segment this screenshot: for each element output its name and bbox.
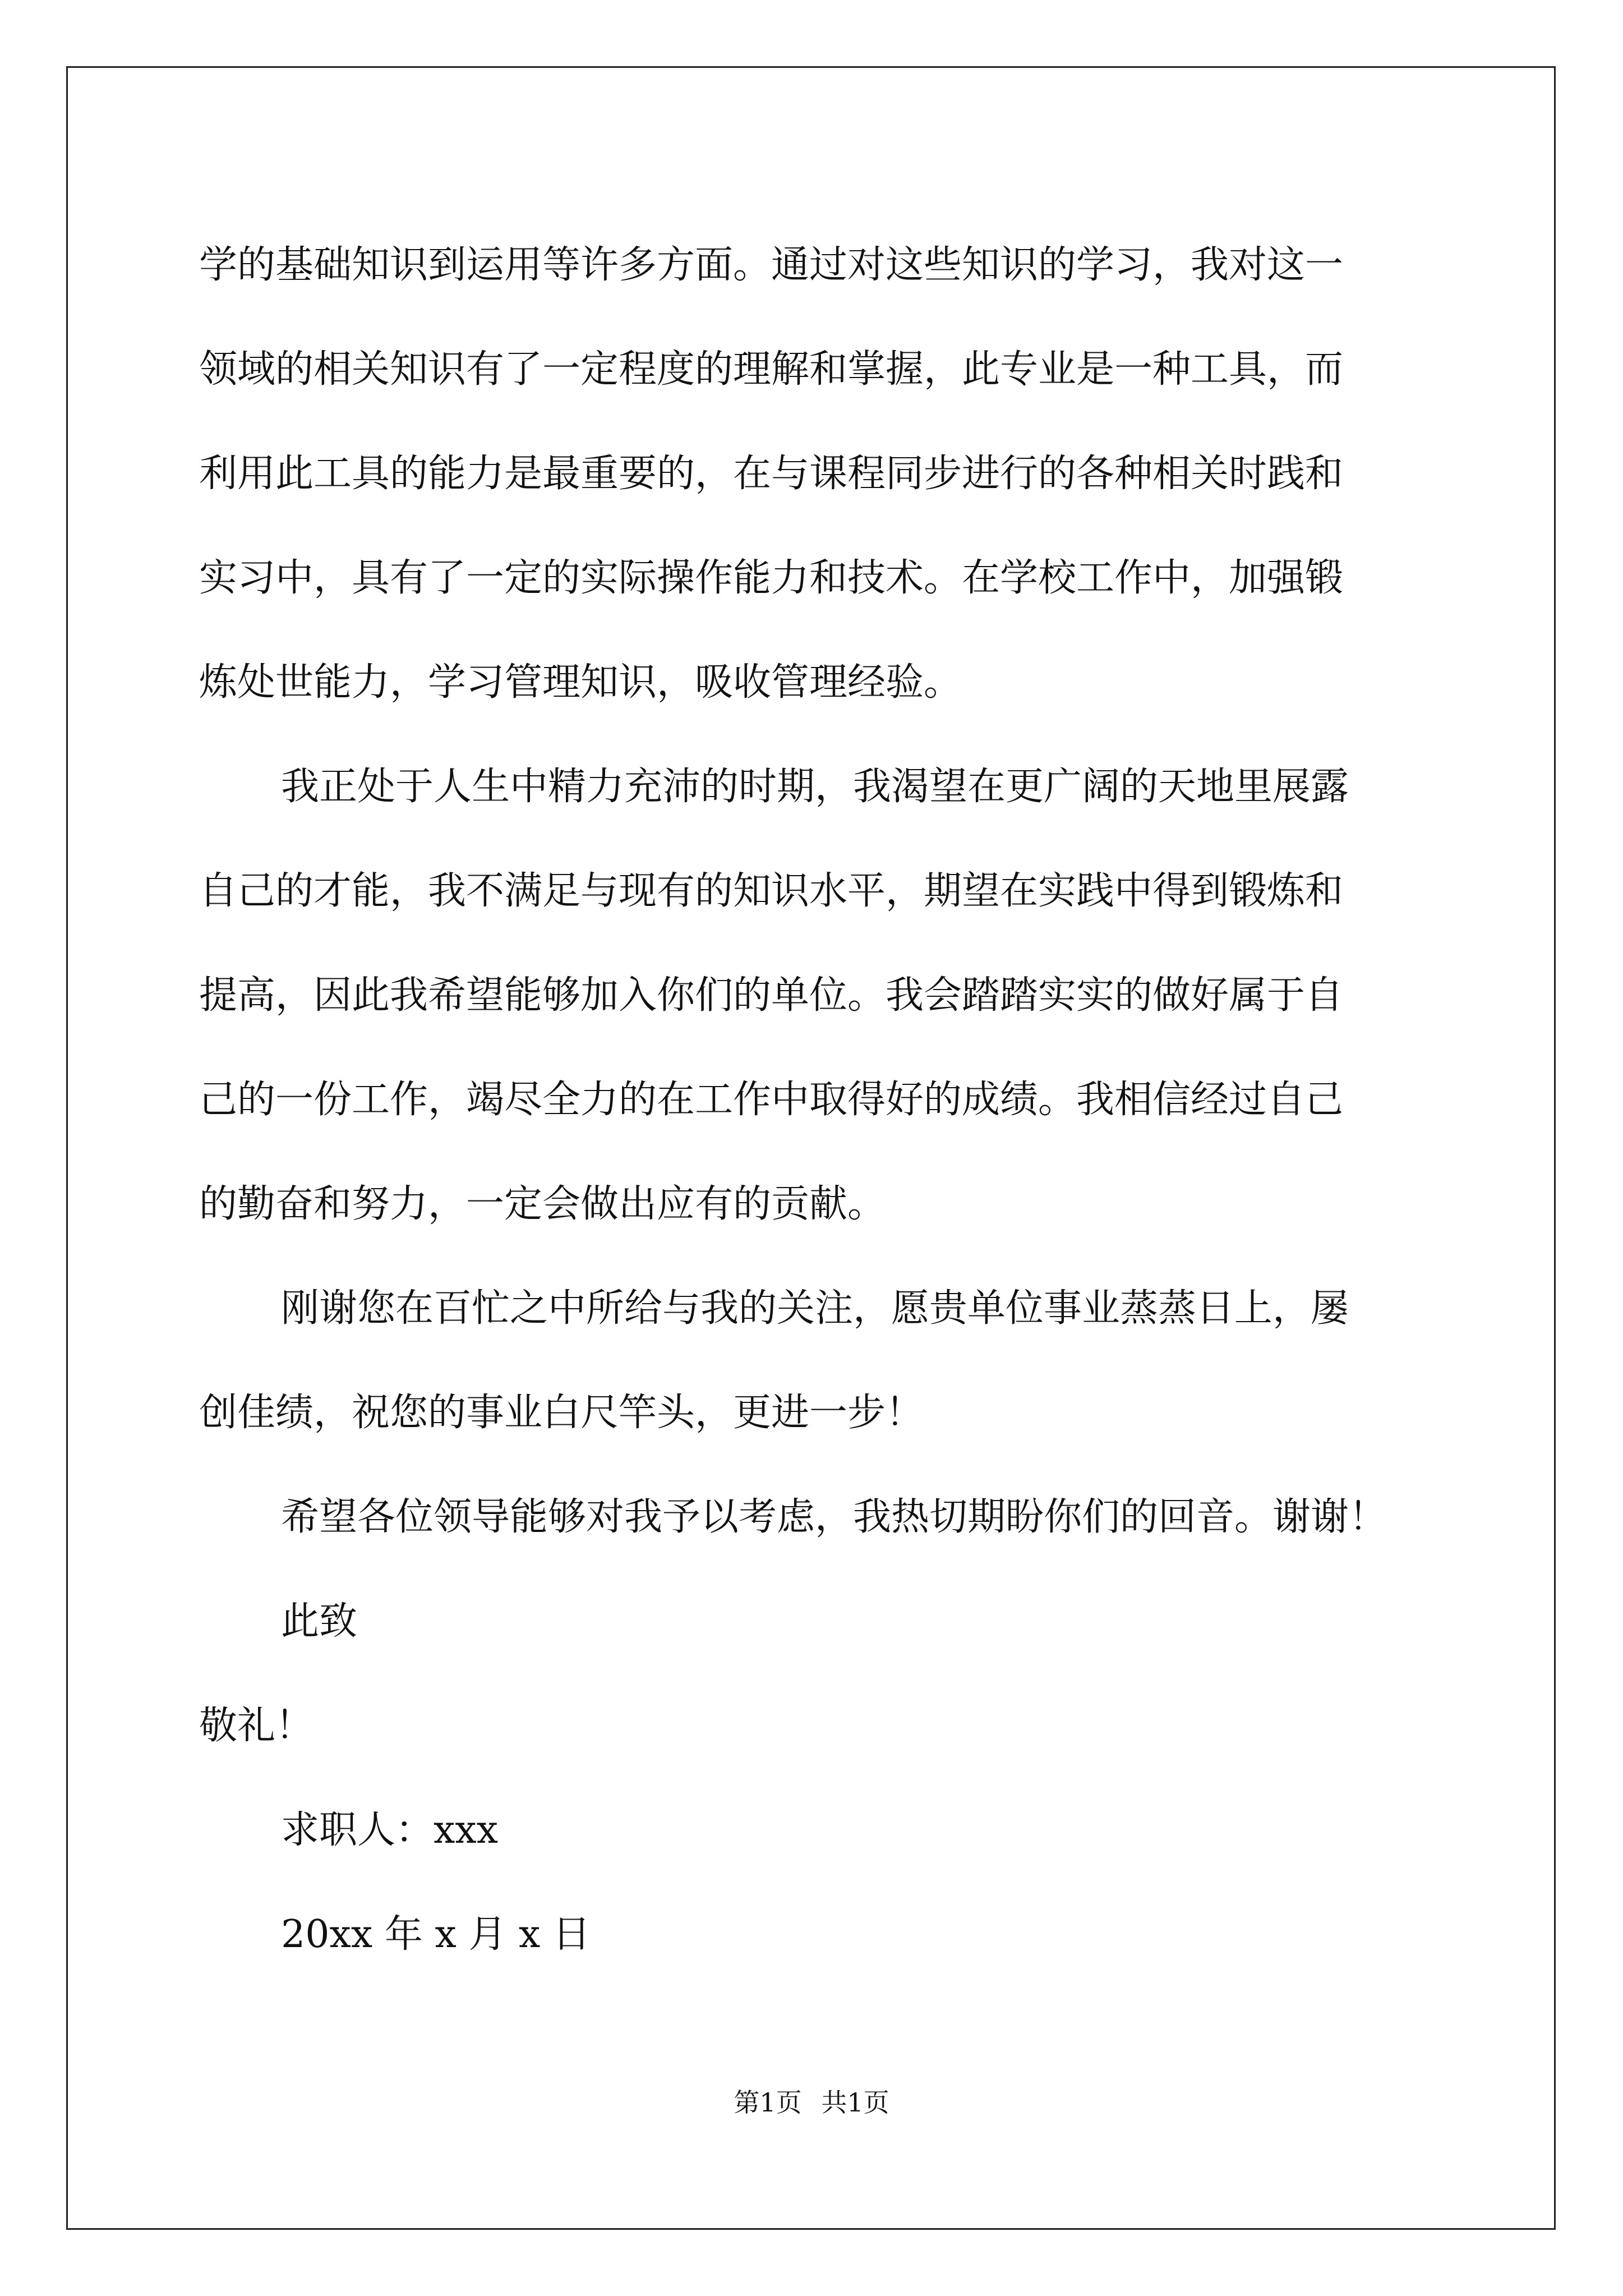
- text-line: 提高，因此我希望能够加入你们的单位。我会踏踏实实的做好属于自: [199, 973, 1344, 1018]
- text-line: 的勤奋和努力，一定会做出应有的贡献。: [199, 1182, 886, 1226]
- text-line: 学的基础知识到运用等许多方面。通过对这些知识的学习，我对这一: [199, 243, 1344, 287]
- text-line: 创佳绩，祝您的事业白尺竿头，更进一步！: [199, 1391, 924, 1435]
- page-total: 共1页: [821, 2087, 889, 2118]
- page-number: 第1页: [734, 2087, 802, 2118]
- closing-salutation: 此致: [281, 1599, 358, 1644]
- text-line: 利用此工具的能力是最重要的，在与课程同步进行的各种相关时践和: [199, 452, 1344, 496]
- date: 20xx 年 x 月 x 日: [281, 1912, 591, 1957]
- text-line: 实习中，具有了一定的实际操作能力和技术。在学校工作中，加强锻: [199, 556, 1344, 600]
- signature: 求职人：xxx: [281, 1808, 499, 1852]
- text-line: 己的一份工作，竭尽全力的在工作中取得好的成绩。我相信经过自己: [199, 1078, 1344, 1122]
- text-line: 刚谢您在百忙之中所给与我的关注，愿贵单位事业蒸蒸日上，屡: [281, 1286, 1349, 1331]
- closing-regards: 敬礼！: [199, 1704, 314, 1748]
- text-line: 我正处于人生中精力充沛的时期，我渴望在更广阔的天地里展露: [281, 765, 1349, 809]
- text-line: 自己的才能，我不满足与现有的知识水平，期望在实践中得到锻炼和: [199, 869, 1344, 913]
- text-line: 领域的相关知识有了一定程度的理解和掌握，此专业是一种工具，而: [199, 347, 1344, 392]
- text-line: 希望各位领导能够对我予以考虑，我热切期盼你们的回音。谢谢！: [281, 1495, 1387, 1539]
- letter-body: [199, 213, 1433, 1987]
- page-footer: [0, 2082, 1623, 2119]
- text-line: 炼处世能力，学习管理知识，吸收管理经验。: [199, 660, 962, 705]
